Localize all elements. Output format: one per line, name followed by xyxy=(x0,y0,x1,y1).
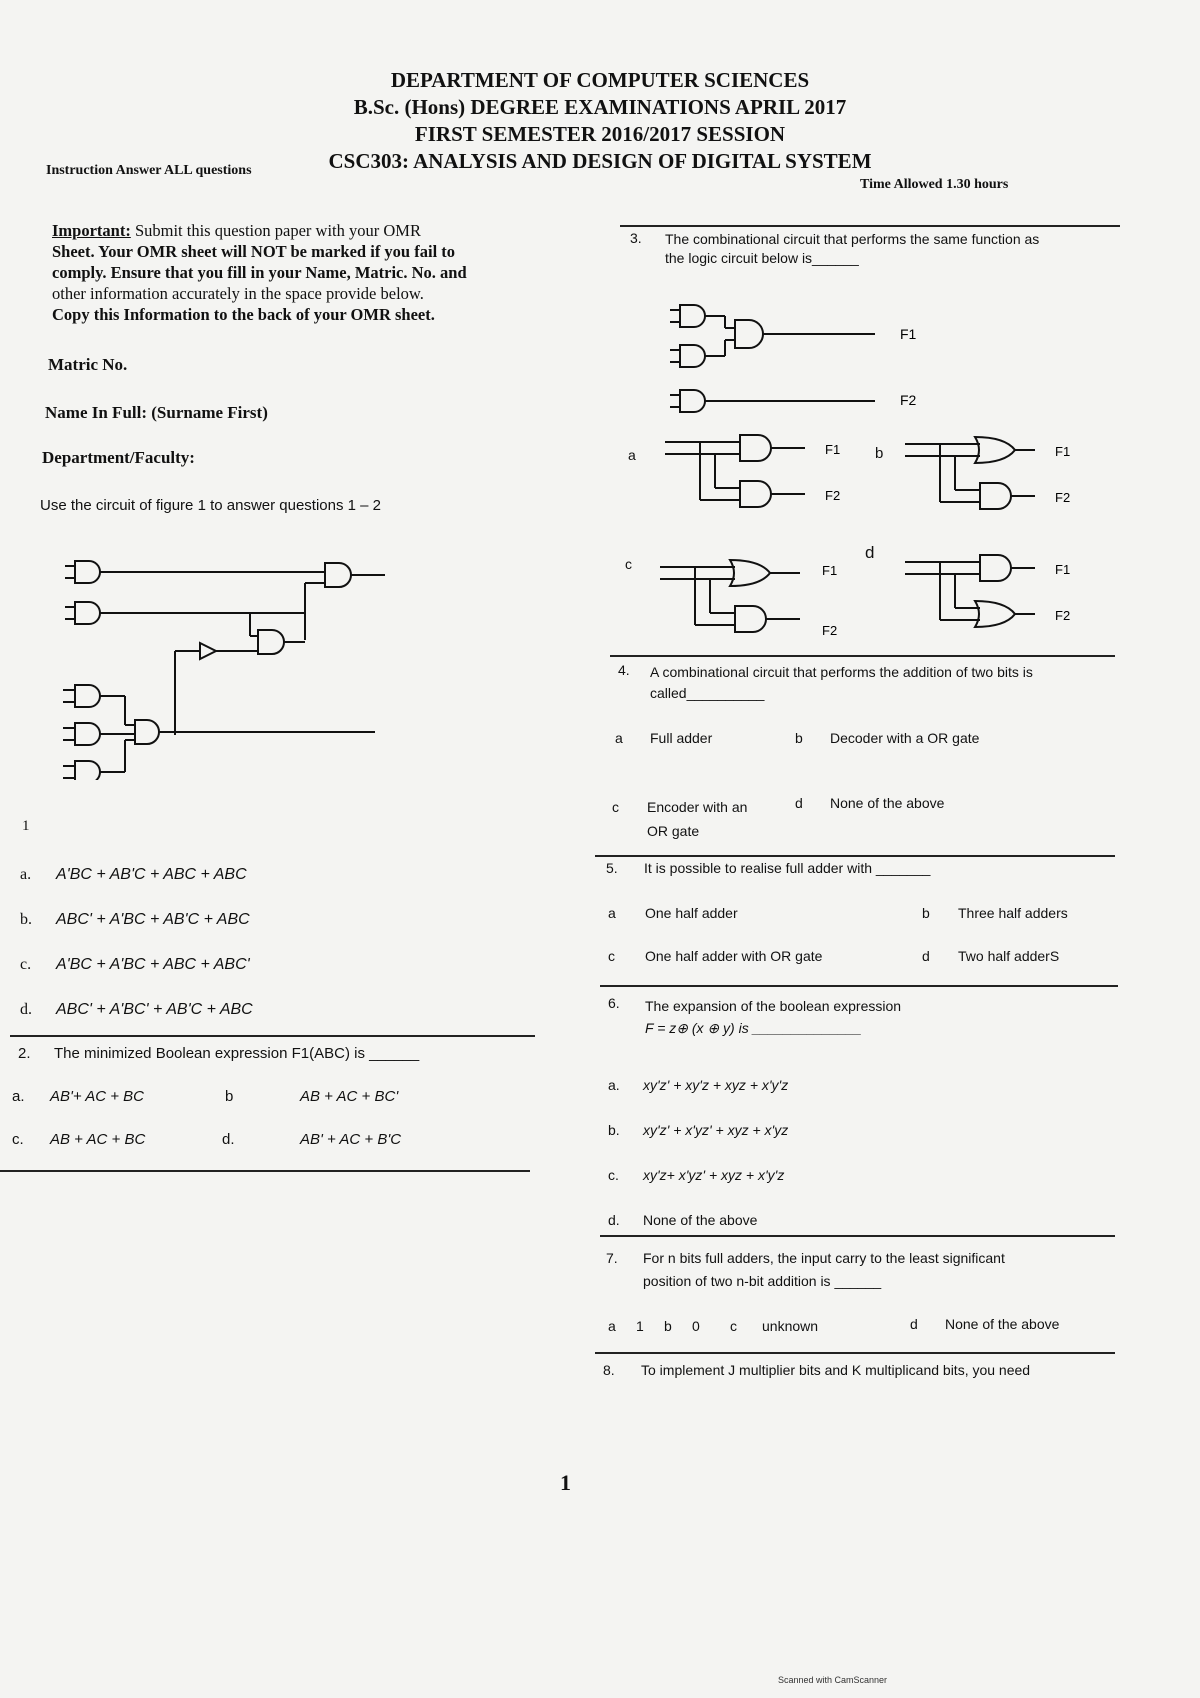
q7-option-c[interactable] xyxy=(730,1318,762,1334)
important-line4: other information accurately in the space provide below. xyxy=(52,284,424,303)
option-text: unknown xyxy=(762,1318,819,1334)
divider xyxy=(610,655,1115,657)
option-letter: c. xyxy=(608,1167,619,1183)
important-line2: Sheet. Your OMR sheet will NOT be marked if you fail to xyxy=(52,242,456,261)
q8-number: 8. xyxy=(603,1362,615,1378)
q3-text xyxy=(665,230,1039,268)
divider xyxy=(595,1352,1115,1354)
q2-number: 2. xyxy=(18,1045,31,1062)
q7-option-b[interactable] xyxy=(664,1318,692,1334)
q4-number: 4. xyxy=(618,662,630,678)
divider xyxy=(600,985,1118,987)
q4-option-d[interactable] xyxy=(795,795,944,811)
instruction: Instruction Answer ALL questions xyxy=(46,163,252,178)
dept-title: DEPARTMENT OF COMPUTER SCIENCES xyxy=(390,68,810,92)
q6-number: 6. xyxy=(608,995,620,1011)
option-text: One half adder with OR gate xyxy=(645,948,823,964)
q3-option-a-circuit xyxy=(655,430,855,520)
option-letter: b xyxy=(795,730,803,746)
option-letter: d. xyxy=(20,1001,32,1018)
degree-title: B.Sc. (Hons) DEGREE EXAMINATIONS APRIL 2017 xyxy=(353,95,847,119)
q3a-f2: F2 xyxy=(825,488,841,503)
option-text: A'BC + AB'C + ABC + ABC xyxy=(56,866,247,883)
scanner-watermark: Scanned with CamScanner xyxy=(778,1675,888,1685)
option-text: AB' + AC + B'C xyxy=(300,1131,402,1148)
important-line1: Submit this question paper with your OMR xyxy=(134,221,421,240)
q2-row xyxy=(18,1045,419,1062)
q6-option-a[interactable] xyxy=(608,1063,788,1108)
option-letter: a. xyxy=(608,1077,620,1093)
q6-text xyxy=(645,995,901,1039)
option-letter: b. xyxy=(20,911,32,928)
q5-number: 5. xyxy=(606,860,618,876)
q5-option-c[interactable] xyxy=(608,948,822,964)
option-text: AB + AC + BC xyxy=(50,1131,146,1148)
q1-option-b[interactable] xyxy=(20,897,520,942)
q3-letter-d[interactable]: d xyxy=(865,543,875,562)
option-letter: c xyxy=(730,1318,737,1334)
course-title: CSC303: ANALYSIS AND DESIGN OF DIGITAL SYSTEM xyxy=(328,149,872,173)
q3-letter-b[interactable]: b xyxy=(875,445,884,462)
q8-row xyxy=(603,1362,1030,1378)
q4-text xyxy=(650,662,1033,704)
q6-line2: F = z⊕ (x ⊕ y) is ______________ xyxy=(645,1020,862,1036)
q3-number: 3. xyxy=(630,230,642,246)
q3-option-b-circuit xyxy=(895,432,1095,522)
q2-option-c[interactable] xyxy=(12,1131,145,1148)
q5-option-a[interactable] xyxy=(608,905,738,921)
department-label: Department/Faculty: xyxy=(42,448,195,467)
option-text: One half adder xyxy=(645,905,738,921)
matric-label: Matric No. xyxy=(48,355,128,374)
divider xyxy=(10,1035,535,1037)
option-text: Two half adderS xyxy=(958,948,1060,964)
q3b-f2: F2 xyxy=(1055,490,1071,505)
q3-line2: the logic circuit below is______ xyxy=(665,250,859,266)
q5-option-b[interactable] xyxy=(922,905,1068,921)
q7-options xyxy=(608,1318,818,1334)
q3a-f1: F1 xyxy=(825,442,841,457)
option-text: 1 xyxy=(636,1318,644,1334)
option-text: xy'z+ x'yz' + xyz + x'y'z xyxy=(643,1167,785,1183)
important-line5: Copy this Information to the back of your OMR sheet. xyxy=(52,305,435,324)
q3-output-f2: F2 xyxy=(900,392,917,408)
q3-letter-c[interactable]: c xyxy=(625,556,632,572)
option-letter: d xyxy=(910,1316,918,1332)
option-letter: a xyxy=(608,905,616,921)
option-text: ABC' + A'BC' + AB'C + ABC xyxy=(56,1001,253,1018)
important-line3: comply. Ensure that you fill in your Name, Matric. No. and xyxy=(52,263,467,282)
option-letter: a. xyxy=(12,1088,25,1105)
q6-line1: The expansion of the boolean expression xyxy=(645,998,902,1014)
q7-text xyxy=(643,1247,1005,1293)
q8-text: To implement J multiplier bits and K multiplicand bits, you need xyxy=(641,1362,1031,1378)
q7-line2: position of two n-bit addition is ______ xyxy=(643,1273,882,1289)
option-text: Encoder with an xyxy=(647,799,748,815)
option-text: 0 xyxy=(692,1318,700,1334)
option-letter: b xyxy=(922,905,930,921)
q3c-f2: F2 xyxy=(822,623,838,638)
q4-line2: called__________ xyxy=(650,685,765,701)
divider xyxy=(595,855,1115,857)
option-letter: c. xyxy=(12,1131,24,1148)
option-text: None of the above xyxy=(643,1212,758,1228)
q1-number: 1 xyxy=(22,818,30,834)
q7-option-a[interactable] xyxy=(608,1318,636,1334)
option-letter: d. xyxy=(608,1212,620,1228)
q2-option-a[interactable] xyxy=(12,1088,144,1105)
option-text: Decoder with a OR gate xyxy=(830,730,980,746)
q1-option-a[interactable] xyxy=(20,852,520,897)
option-text: ABC' + A'BC + AB'C + ABC xyxy=(56,911,250,928)
option-letter: b xyxy=(225,1088,234,1105)
divider xyxy=(600,1235,1115,1237)
q3-output-f1: F1 xyxy=(900,326,917,342)
option-text: A'BC + A'BC + ABC + ABC' xyxy=(56,956,250,973)
q1-option-c[interactable] xyxy=(20,942,520,987)
q4-option-a[interactable] xyxy=(615,730,712,746)
option-text: None of the above xyxy=(945,1316,1060,1332)
q6-option-b[interactable] xyxy=(608,1108,788,1153)
option-letter: c. xyxy=(20,956,32,973)
option-letter: a xyxy=(608,1318,616,1334)
option-letter: a. xyxy=(20,866,32,883)
q6-option-c[interactable] xyxy=(608,1153,788,1198)
q3b-f1: F1 xyxy=(1055,444,1071,459)
time-allowed: Time Allowed 1.30 hours xyxy=(860,177,1009,192)
q5-row xyxy=(606,860,930,876)
option-letter: b xyxy=(664,1318,672,1334)
q3-option-d-circuit xyxy=(895,550,1095,635)
q5-option-d[interactable] xyxy=(922,948,1059,964)
q1-options xyxy=(20,852,520,1032)
divider xyxy=(620,225,1120,227)
figure-intro: Use the circuit of figure 1 to answer questions 1 – 2 xyxy=(40,497,382,514)
q3-letter-a[interactable]: a xyxy=(628,447,636,463)
q7-option-d[interactable] xyxy=(910,1316,1059,1332)
q3d-f2: F2 xyxy=(1055,608,1071,623)
option-letter: d xyxy=(795,795,803,811)
option-text: AB + AC + BC' xyxy=(300,1088,399,1105)
option-letter: c xyxy=(608,948,615,964)
page-number: 1 xyxy=(560,1470,571,1495)
q3d-f1: F1 xyxy=(1055,562,1071,577)
important-block xyxy=(52,220,572,325)
option-letter: b. xyxy=(608,1122,620,1138)
q1-option-d[interactable] xyxy=(20,987,520,1032)
q4-option-b[interactable] xyxy=(795,730,979,746)
q7-line1: For n bits full adders, the input carry to the least significant xyxy=(643,1250,1005,1266)
semester-title: FIRST SEMESTER 2016/2017 SESSION xyxy=(414,122,786,146)
q4-option-c[interactable]: c Encoder with an OR gate xyxy=(612,795,747,843)
option-text-cont: OR gate xyxy=(647,823,700,839)
important-label: Important: xyxy=(52,221,131,240)
q7-number: 7. xyxy=(606,1250,618,1266)
option-letter: d. xyxy=(222,1131,235,1148)
q3-main-circuit xyxy=(660,295,940,425)
q6-options xyxy=(608,1063,788,1243)
option-letter: a xyxy=(615,730,623,746)
q2-text: The minimized Boolean expression F1(ABC) is ______ xyxy=(54,1045,420,1062)
option-letter: d xyxy=(922,948,930,964)
q2-option-d[interactable] xyxy=(222,1131,401,1148)
option-text: xy'z' + x'yz' + xyz + x'yz xyxy=(643,1122,789,1138)
option-text: Three half adders xyxy=(958,905,1068,921)
option-text: AB'+ AC + BC xyxy=(50,1088,145,1105)
option-text: xy'z' + xy'z + xyz + x'y'z xyxy=(643,1077,789,1093)
q3-line1: The combinational circuit that performs the same function as xyxy=(665,231,1040,247)
q3c-f1: F1 xyxy=(822,563,838,578)
q3-option-c-circuit xyxy=(650,555,850,640)
divider xyxy=(0,1170,530,1172)
name-label: Name In Full: (Surname First) xyxy=(45,403,268,422)
q4-line1: A combinational circuit that performs the addition of two bits is xyxy=(650,664,1033,680)
q2-option-b[interactable] xyxy=(225,1088,398,1105)
option-text: None of the above xyxy=(830,795,945,811)
figure1-circuit xyxy=(55,545,400,780)
option-text: Full adder xyxy=(650,730,713,746)
q5-text: It is possible to realise full adder with _______ xyxy=(644,860,931,876)
